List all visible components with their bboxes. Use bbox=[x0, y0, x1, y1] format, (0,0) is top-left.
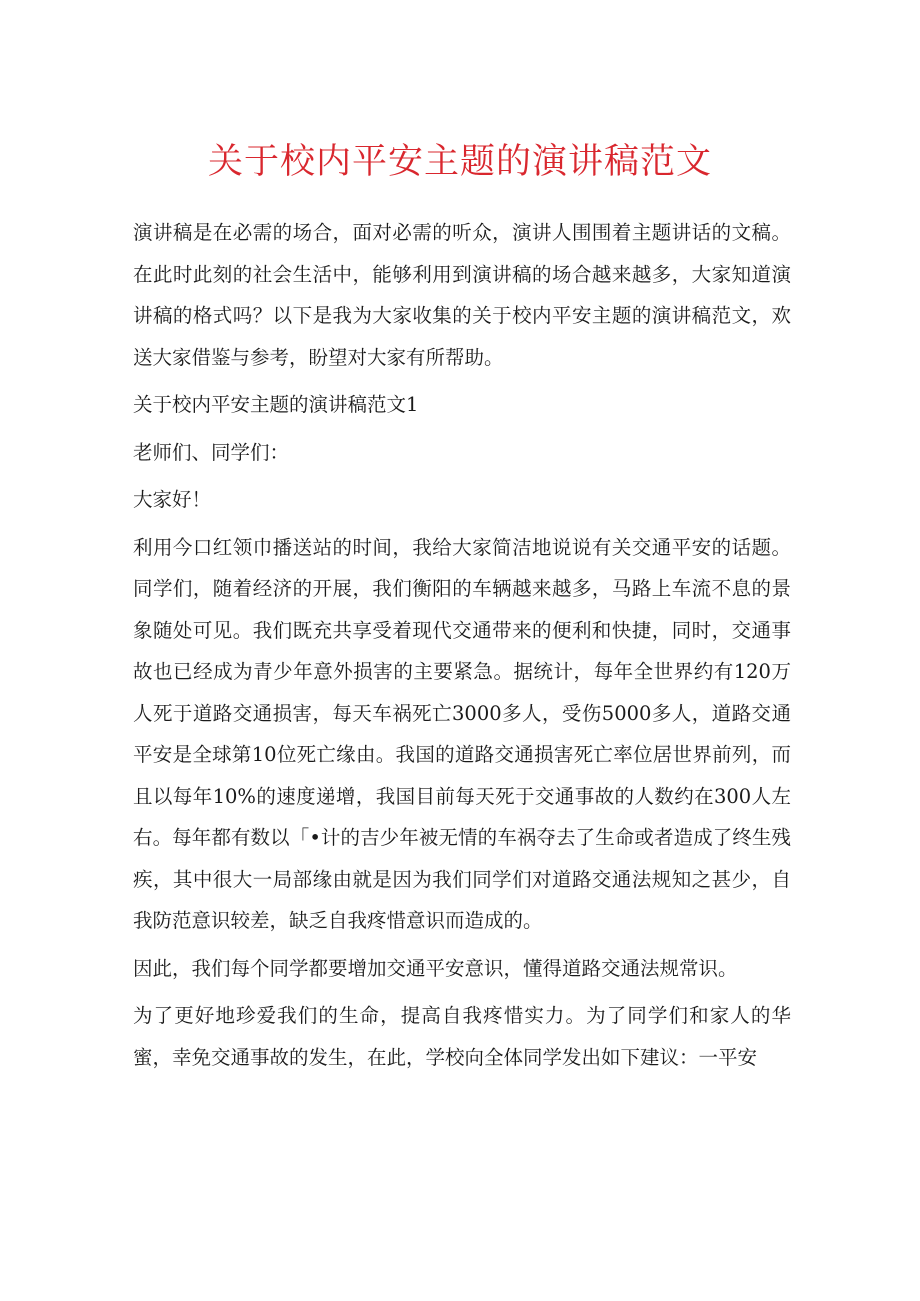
body-paragraph: 因此，我们每个同学都要增加交通平安意识，懂得道路交通法规常识。 bbox=[133, 956, 738, 980]
body-paragraph: 为了更好地珍爱我们的生命，提高自我疼惜实力。为了同学们和家人的华蜜，幸免交通事故的发生，在此，学校向全体同学发出如下建议：一平安 bbox=[133, 1004, 791, 1069]
greeting: 大家好！ bbox=[133, 488, 212, 511]
body-paragraph: 利用今口红领巾播送站的时间，我给大家简洁地说说有关交通平安的话题。同学们，随着经济的开展，我们衡阳的车辆越来越多，马路上车流不息的景象随处可见。我们既充共享受着现代交通带来的便利和快捷，同时，交通事故也已经成为青少年意外损害的主要紧急。据统计，每年全世界约有120万人死于道路交通损害，每天车祸死亡3000多人，受伤5000多人，道路交通平安是全球第10位死亡缘由。我国的道路交通损害死亡率位居世界前列，而且以每年10%的速度递增，我国目前每天死于交通事故的人数约在300人左右。每年都有数以「•计的吉少年被无情的车祸夺去了生命或者造成了终生残疾，其中很大一局部缘由就是因为我们同学们对道路交通法规知之甚少，自我防范意识较差，缺乏自我疼惜意识而造成的。 bbox=[133, 535, 791, 932]
intro-paragraph: 演讲稿是在必需的场合，面对必需的听众，演讲人围围着主题讲话的文稿。在此时此刻的社会生活中，能够利用到演讲稿的场合越来越多，大家知道演讲稿的格式吗？以下是我为大家收集的关于校内平安主题的演讲稿范文，欢送大家借鉴与参考，盼望对大家有所帮助。 bbox=[133, 221, 791, 369]
section-heading: 关于校内平安主题的演讲稿范文1 bbox=[133, 393, 419, 416]
document-body bbox=[133, 212, 791, 1084]
document-title: 关于校内平安主题的演讲稿范文 bbox=[207, 142, 712, 182]
salutation: 老师们、同学们： bbox=[133, 440, 290, 464]
